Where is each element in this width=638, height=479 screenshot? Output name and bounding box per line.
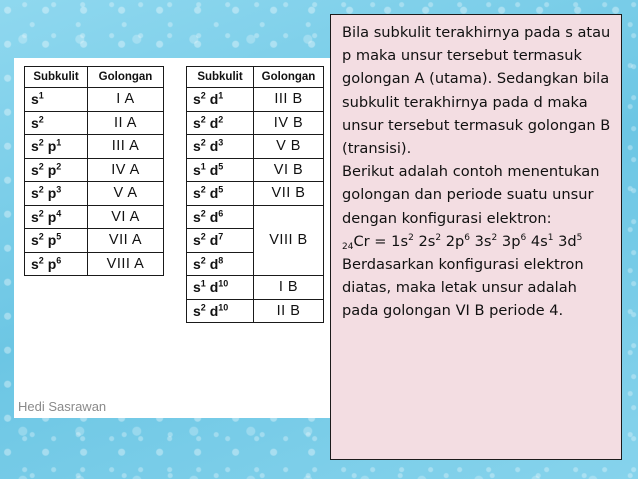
electron-count: 2 xyxy=(491,232,498,243)
electron-count: 6 xyxy=(56,255,62,266)
electron-configuration-example xyxy=(342,230,611,253)
orbital-letter: s xyxy=(193,91,201,108)
orbital-term: 1s xyxy=(391,232,409,250)
orbital-term: 2p xyxy=(445,232,465,250)
orbital-letter: s xyxy=(31,255,39,272)
table-row xyxy=(187,205,324,229)
orbital-letter: s xyxy=(193,302,201,319)
electron-count: 2 xyxy=(38,184,44,195)
golongan-header: Golongan xyxy=(254,67,324,88)
electron-count: 5 xyxy=(218,161,224,172)
golongan-table-image xyxy=(14,58,330,418)
orbital-letter: s xyxy=(31,185,39,202)
electron-count: 10 xyxy=(218,278,229,289)
table-row xyxy=(25,182,164,206)
orbital-letter: s xyxy=(193,138,201,155)
subkulit-golongan-a-table xyxy=(24,66,164,276)
explanation-text-box xyxy=(330,14,622,460)
table-row xyxy=(187,88,324,112)
subkulit-header: Subkulit xyxy=(25,67,88,88)
table-row xyxy=(187,111,324,135)
configuration-sequence xyxy=(391,233,582,250)
electron-count: 2 xyxy=(38,137,44,148)
element-symbol: Cr xyxy=(353,232,370,250)
subkulit-cell xyxy=(25,88,88,112)
table-header-row xyxy=(187,67,324,88)
subkulit-cell xyxy=(187,299,254,323)
golongan-cell: VII A xyxy=(88,229,164,253)
subkulit-cell xyxy=(187,252,254,276)
atomic-number: 24 xyxy=(342,241,354,252)
table-row xyxy=(187,299,324,323)
electron-count: 2 xyxy=(200,302,206,313)
orbital-letter: d xyxy=(209,161,219,178)
orbital-letter: s xyxy=(31,161,39,178)
golongan-cell: IV A xyxy=(88,158,164,182)
orbital-letter: p xyxy=(47,185,57,202)
orbital-letter: s xyxy=(193,279,201,296)
orbital-letter: p xyxy=(47,138,57,155)
orbital-letter: s xyxy=(193,255,201,272)
electron-count: 6 xyxy=(520,232,527,243)
subkulit-cell xyxy=(187,182,254,206)
orbital-letter: d xyxy=(209,138,219,155)
orbital-letter: s xyxy=(31,138,39,155)
electron-count: 2 xyxy=(200,184,206,195)
electron-count: 10 xyxy=(218,302,229,313)
golongan-cell: VIII A xyxy=(88,252,164,276)
subkulit-cell xyxy=(25,252,88,276)
explanation-paragraph-3: Berdasarkan konfigurasi elektron diatas, maka letak unsur adalah pada golongan VI B periode 4. xyxy=(342,256,584,320)
equals-sign: = xyxy=(369,232,392,250)
electron-count: 2 xyxy=(38,255,44,266)
orbital-letter: s xyxy=(31,91,39,108)
table-header-row xyxy=(25,67,164,88)
golongan-cell: VII B xyxy=(254,182,324,206)
table-row xyxy=(25,88,164,112)
electron-count: 5 xyxy=(56,231,62,242)
golongan-cell: II B xyxy=(254,299,324,323)
electron-count: 7 xyxy=(218,231,224,242)
orbital-letter: s xyxy=(193,232,201,249)
orbital-letter: d xyxy=(209,114,219,131)
electron-count: 2 xyxy=(200,255,206,266)
orbital-term: 2s xyxy=(418,232,436,250)
subkulit-golongan-b-table xyxy=(186,66,324,323)
electron-count: 3 xyxy=(218,137,224,148)
table-row xyxy=(25,111,164,135)
electron-count: 2 xyxy=(38,161,44,172)
orbital-term: 3p xyxy=(501,232,521,250)
subkulit-cell xyxy=(187,229,254,253)
table-row xyxy=(25,252,164,276)
subkulit-cell xyxy=(25,205,88,229)
subkulit-cell xyxy=(187,158,254,182)
orbital-letter: d xyxy=(209,255,219,272)
electron-count: 5 xyxy=(218,184,224,195)
electron-count: 1 xyxy=(38,90,44,101)
electron-count: 5 xyxy=(576,232,583,243)
golongan-cell: VI A xyxy=(88,205,164,229)
table-row xyxy=(187,158,324,182)
orbital-term: 3d xyxy=(558,232,577,250)
electron-count: 6 xyxy=(464,232,470,243)
subkulit-cell xyxy=(25,158,88,182)
golongan-header: Golongan xyxy=(88,67,164,88)
electron-count: 2 xyxy=(38,114,44,125)
explanation-paragraph-1: Bila subkulit terakhirnya pada s atau p maka unsur tersebut termasuk golongan A (utama). Sedangkan bila subkulit terakhirnya pada d maka unsur tersebut termasuk golongan B (transisi). xyxy=(342,24,611,158)
golongan-cell: VIII B xyxy=(254,205,324,276)
table-row xyxy=(25,158,164,182)
subkulit-header: Subkulit xyxy=(187,67,254,88)
table-row xyxy=(25,135,164,159)
orbital-letter: s xyxy=(31,114,39,131)
explanation-paragraph-2: Berikut adalah contoh menentukan golongan dan periode suatu unsur dengan konfigurasi elektron: xyxy=(342,163,600,227)
golongan-cell: II A xyxy=(88,111,164,135)
electron-count: 6 xyxy=(218,208,224,219)
electron-count: 1 xyxy=(547,232,554,243)
electron-count: 2 xyxy=(200,137,206,148)
subkulit-cell xyxy=(25,111,88,135)
electron-count: 2 xyxy=(408,232,414,243)
subkulit-cell xyxy=(187,205,254,229)
electron-count: 1 xyxy=(218,90,224,101)
orbital-letter: d xyxy=(209,232,219,249)
electron-count: 2 xyxy=(38,231,44,242)
orbital-letter: d xyxy=(209,279,219,296)
golongan-cell: V A xyxy=(88,182,164,206)
orbital-letter: p xyxy=(47,208,57,225)
orbital-letter: d xyxy=(209,302,219,319)
golongan-cell: I B xyxy=(254,276,324,300)
orbital-letter: s xyxy=(193,185,201,202)
table-row xyxy=(187,135,324,159)
electron-count: 1 xyxy=(200,278,206,289)
table-row xyxy=(187,182,324,206)
author-watermark: Hedi Sasrawan xyxy=(18,399,107,414)
electron-count: 3 xyxy=(56,184,62,195)
golongan-cell: VI B xyxy=(254,158,324,182)
orbital-term: 4s xyxy=(530,232,548,250)
golongan-cell: III A xyxy=(88,135,164,159)
subkulit-cell xyxy=(187,135,254,159)
subkulit-cell xyxy=(25,182,88,206)
electron-count: 2 xyxy=(435,232,442,243)
electron-count: 2 xyxy=(218,114,224,125)
orbital-term: 3s xyxy=(474,232,492,250)
electron-count: 2 xyxy=(200,208,206,219)
orbital-letter: s xyxy=(193,161,201,178)
subkulit-cell xyxy=(187,111,254,135)
subkulit-cell xyxy=(187,88,254,112)
orbital-letter: s xyxy=(31,232,39,249)
table-row xyxy=(25,229,164,253)
table-row xyxy=(187,276,324,300)
electron-count: 2 xyxy=(200,231,206,242)
electron-count: 2 xyxy=(200,114,206,125)
electron-count: 2 xyxy=(38,208,44,219)
table-row xyxy=(25,205,164,229)
electron-count: 2 xyxy=(56,161,62,172)
orbital-letter: p xyxy=(47,161,57,178)
golongan-cell: III B xyxy=(254,88,324,112)
orbital-letter: s xyxy=(31,208,39,225)
subkulit-cell xyxy=(187,276,254,300)
orbital-letter: p xyxy=(47,255,57,272)
subkulit-cell xyxy=(25,135,88,159)
electron-count: 4 xyxy=(56,208,62,219)
subkulit-cell xyxy=(25,229,88,253)
golongan-cell: V B xyxy=(254,135,324,159)
orbital-letter: d xyxy=(209,208,219,225)
electron-count: 1 xyxy=(200,161,206,172)
orbital-letter: d xyxy=(209,91,219,108)
golongan-cell: I A xyxy=(88,88,164,112)
orbital-letter: p xyxy=(47,232,57,249)
golongan-cell: IV B xyxy=(254,111,324,135)
electron-count: 1 xyxy=(56,137,62,148)
orbital-letter: s xyxy=(193,114,201,131)
electron-count: 2 xyxy=(200,90,206,101)
orbital-letter: d xyxy=(209,185,219,202)
electron-count: 8 xyxy=(218,255,224,266)
orbital-letter: s xyxy=(193,208,201,225)
